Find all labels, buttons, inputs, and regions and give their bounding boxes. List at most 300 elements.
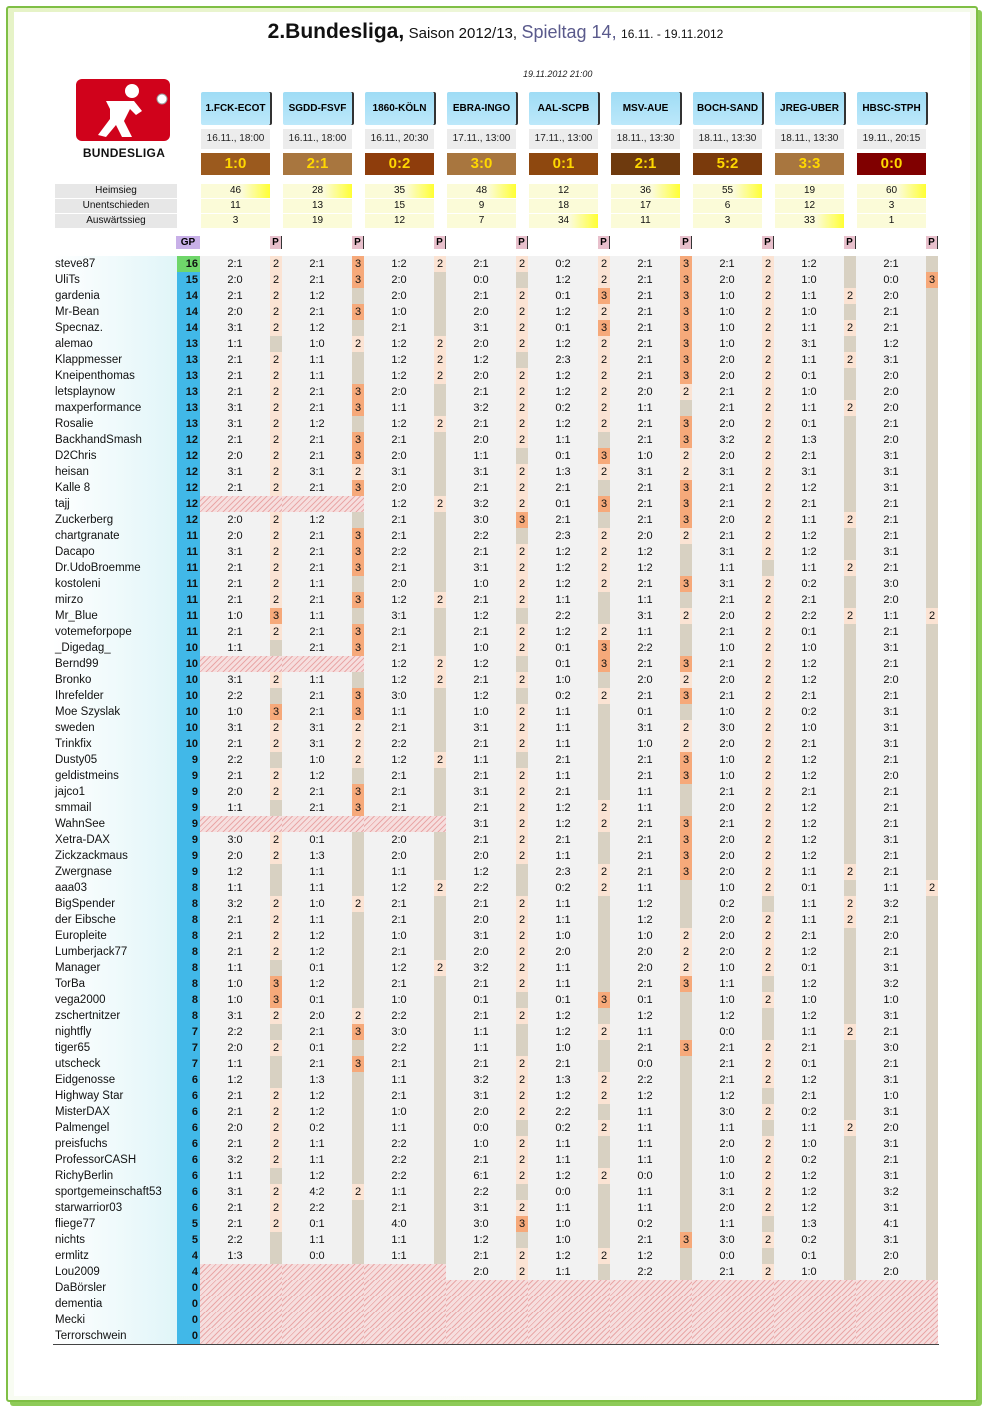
match-team-header[interactable]: AAL-SCPB — [529, 92, 598, 125]
tip-points-cell — [926, 1072, 938, 1088]
tip-cell: 3:1 — [856, 1168, 926, 1184]
player-name[interactable]: smmail — [53, 800, 177, 816]
player-name[interactable]: sweden — [53, 720, 177, 736]
tip-points-cell: 2 — [270, 288, 282, 304]
tip-cell: 3:1 — [856, 1136, 926, 1152]
points-column-header[interactable]: P — [926, 236, 937, 249]
table-row — [53, 1040, 939, 1056]
tip-points-cell: 2 — [762, 400, 774, 416]
tip-points-cell — [926, 704, 938, 720]
tip-cell: 2:0 — [200, 304, 270, 320]
tip-points-cell: 2 — [270, 832, 282, 848]
tip-cell: 0:1 — [610, 992, 680, 1008]
tip-cell: 0:1 — [528, 992, 598, 1008]
tip-cell: 1:2 — [774, 752, 844, 768]
tip-points-cell: 2 — [270, 512, 282, 528]
quote-ausw: 12 — [365, 214, 434, 228]
tip-cell: 2:0 — [692, 608, 762, 624]
tip-cell: 6:1 — [446, 1168, 516, 1184]
player-name[interactable]: Eidgenosse — [53, 1072, 177, 1088]
tip-points-cell — [434, 1088, 446, 1104]
match-team-header[interactable]: 1860-KÖLN — [365, 92, 434, 125]
player-points: 8 — [177, 1008, 200, 1024]
tip-points-cell: 2 — [762, 640, 774, 656]
match-team-header[interactable]: SGDD-FSVF — [283, 92, 352, 125]
tip-points-cell — [844, 416, 856, 432]
points-column-header[interactable]: P — [762, 236, 773, 249]
tip-points-cell: 2 — [516, 784, 528, 800]
player-name[interactable]: Dacapo — [53, 544, 177, 560]
points-column-header[interactable]: P — [270, 236, 281, 249]
tip-cell: 1:0 — [856, 992, 926, 1008]
no-tip-cell — [774, 1296, 856, 1312]
tip-points-cell — [434, 800, 446, 816]
tip-cell: 1:1 — [610, 1104, 680, 1120]
quote-ausw: 19 — [283, 214, 352, 228]
tip-points-cell: 2 — [270, 400, 282, 416]
tip-cell: 1:2 — [774, 848, 844, 864]
points-column-header[interactable]: P — [680, 236, 691, 249]
tip-points-cell: 2 — [434, 960, 446, 976]
player-name[interactable]: Rosalie — [53, 416, 177, 432]
tip-points-cell — [352, 912, 364, 928]
tip-points-cell — [352, 864, 364, 880]
player-points: 13 — [177, 384, 200, 400]
tip-cell: 1:1 — [610, 624, 680, 640]
tip-points-cell: 2 — [598, 368, 610, 384]
tip-points-cell — [680, 1088, 692, 1104]
no-tip-cell — [446, 1328, 528, 1344]
player-name[interactable]: Dusty05 — [53, 752, 177, 768]
player-name[interactable]: kostoleni — [53, 576, 177, 592]
player-name[interactable]: tajj — [53, 496, 177, 512]
match-team-header[interactable]: JREG-UBER — [775, 92, 844, 125]
player-name[interactable]: jajco1 — [53, 784, 177, 800]
table-row — [53, 944, 939, 960]
tip-cell: 2:0 — [200, 1040, 270, 1056]
tip-cell: 1:2 — [774, 1200, 844, 1216]
no-tip-cell — [856, 1312, 938, 1328]
table-row — [53, 1072, 939, 1088]
player-points: 8 — [177, 960, 200, 976]
player-name[interactable]: Lumberjack77 — [53, 944, 177, 960]
tip-points-cell: 2 — [762, 304, 774, 320]
tip-points-cell — [352, 1168, 364, 1184]
tip-cell: 1:0 — [610, 448, 680, 464]
tip-cell: 0:2 — [774, 1104, 844, 1120]
player-name[interactable]: fliege77 — [53, 1216, 177, 1232]
tip-points-cell: 2 — [352, 1184, 364, 1200]
tip-cell: 2:1 — [364, 896, 434, 912]
player-name[interactable]: preisfuchs — [53, 1136, 177, 1152]
player-name[interactable]: Zuckerberg — [53, 512, 177, 528]
tip-cell: 1:2 — [528, 560, 598, 576]
tip-cell: 0:2 — [528, 400, 598, 416]
player-name[interactable]: Palmengel — [53, 1120, 177, 1136]
match-datetime: 17.11., 13:00 — [447, 129, 516, 149]
tip-points-cell — [352, 288, 364, 304]
tip-points-cell: 2 — [516, 304, 528, 320]
player-points: 0 — [177, 1312, 200, 1328]
player-name[interactable]: Kalle 8 — [53, 480, 177, 496]
tip-points-cell: 3 — [598, 320, 610, 336]
tip-cell: 2:1 — [610, 304, 680, 320]
tip-points-cell: 3 — [270, 976, 282, 992]
tip-points-cell — [926, 304, 938, 320]
player-name[interactable]: heisan — [53, 464, 177, 480]
tip-points-cell: 2 — [270, 1200, 282, 1216]
player-name[interactable]: Lou2009 — [53, 1264, 177, 1280]
tip-points-cell: 2 — [680, 464, 692, 480]
player-name[interactable]: Trinkfix — [53, 736, 177, 752]
no-tip-cell — [200, 1312, 282, 1328]
tip-cell: 1:0 — [200, 976, 270, 992]
tip-cell: 3:2 — [446, 496, 516, 512]
tip-points-cell: 3 — [680, 432, 692, 448]
tip-cell: 2:1 — [446, 592, 516, 608]
tip-points-cell — [844, 880, 856, 896]
tip-cell: 2:0 — [692, 672, 762, 688]
player-name[interactable]: Specnaz. — [53, 320, 177, 336]
player-name[interactable]: Manager — [53, 960, 177, 976]
tip-points-cell — [844, 736, 856, 752]
player-points: 11 — [177, 528, 200, 544]
player-name[interactable]: gardenia — [53, 288, 177, 304]
player-points: 10 — [177, 640, 200, 656]
tip-points-cell: 3 — [680, 576, 692, 592]
tip-cell: 3:2 — [446, 960, 516, 976]
tip-points-cell — [926, 624, 938, 640]
tip-cell: 1:0 — [528, 928, 598, 944]
player-name[interactable]: nichts — [53, 1232, 177, 1248]
tip-points-cell — [680, 1216, 692, 1232]
player-name[interactable]: aaa03 — [53, 880, 177, 896]
tip-points-cell — [516, 448, 528, 464]
player-name[interactable]: utscheck — [53, 1056, 177, 1072]
tip-cell: 1:2 — [282, 320, 352, 336]
player-name[interactable]: geldistmeins — [53, 768, 177, 784]
player-name[interactable]: RichyBerlin — [53, 1168, 177, 1184]
player-name[interactable]: Klappmesser — [53, 352, 177, 368]
tip-points-cell: 2 — [762, 800, 774, 816]
tip-points-cell: 2 — [352, 752, 364, 768]
match-team-header[interactable]: BOCH-SAND — [693, 92, 762, 125]
player-name[interactable]: starwarrior03 — [53, 1200, 177, 1216]
player-name[interactable]: Moe Szyslak — [53, 704, 177, 720]
tip-cell: 2:1 — [692, 400, 762, 416]
tip-points-cell: 3 — [680, 304, 692, 320]
tip-points-cell — [598, 1152, 610, 1168]
tip-points-cell: 3 — [680, 864, 692, 880]
player-name[interactable]: ermlitz — [53, 1248, 177, 1264]
tip-cell: 1:1 — [610, 800, 680, 816]
tip-cell: 1:2 — [446, 608, 516, 624]
match-team-header[interactable]: HBSC-STPH — [857, 92, 926, 125]
tip-cell: 2:1 — [200, 384, 270, 400]
player-name[interactable]: Bernd99 — [53, 656, 177, 672]
player-points: 8 — [177, 992, 200, 1008]
points-column-header[interactable]: P — [598, 236, 609, 249]
points-column-header[interactable]: P — [352, 236, 363, 249]
tip-cell: 1:1 — [446, 448, 516, 464]
tip-points-cell — [844, 1008, 856, 1024]
tip-cell: 3:1 — [446, 560, 516, 576]
no-tip-cell — [282, 1328, 364, 1344]
player-points: 13 — [177, 352, 200, 368]
tip-cell: 3:2 — [200, 1152, 270, 1168]
tip-points-cell — [516, 992, 528, 1008]
tip-cell: 2:1 — [856, 256, 926, 272]
points-column-header[interactable]: P — [516, 236, 527, 249]
player-points: 10 — [177, 720, 200, 736]
points-column-header[interactable]: P — [434, 236, 445, 249]
tip-cell: 1:1 — [364, 1248, 434, 1264]
player-points: 11 — [177, 624, 200, 640]
tip-points-cell: 2 — [516, 896, 528, 912]
tip-points-cell: 2 — [762, 720, 774, 736]
player-name[interactable]: alemao — [53, 336, 177, 352]
auswaertssieg-label: Auswärtssieg — [55, 214, 177, 228]
tip-points-cell — [598, 1136, 610, 1152]
match-result: 3:0 — [447, 153, 516, 175]
tip-cell: 2:1 — [282, 480, 352, 496]
player-name[interactable]: BackhandSmash — [53, 432, 177, 448]
player-name[interactable]: der Eibsche — [53, 912, 177, 928]
table-row — [53, 816, 939, 832]
player-points: 14 — [177, 288, 200, 304]
player-name[interactable]: steve87 — [53, 256, 177, 272]
tip-points-cell: 2 — [270, 1104, 282, 1120]
tip-points-cell: 2 — [270, 368, 282, 384]
tip-cell: 1:2 — [446, 656, 516, 672]
match-team-header[interactable]: 1.FCK-ECOT — [201, 92, 270, 125]
tip-cell: 1:0 — [692, 1152, 762, 1168]
tip-points-cell: 2 — [270, 1088, 282, 1104]
tip-points-cell — [434, 384, 446, 400]
tip-points-cell: 2 — [598, 544, 610, 560]
tip-points-cell: 2 — [762, 624, 774, 640]
player-name[interactable]: BigSpender — [53, 896, 177, 912]
player-name[interactable]: tiger65 — [53, 1040, 177, 1056]
tip-points-cell: 2 — [762, 960, 774, 976]
tip-points-cell — [598, 1232, 610, 1248]
tip-cell: 1:2 — [774, 480, 844, 496]
tip-cell: 2:1 — [282, 384, 352, 400]
tip-points-cell — [434, 304, 446, 320]
tip-points-cell — [352, 368, 364, 384]
player-name[interactable]: zschertnitzer — [53, 1008, 177, 1024]
player-name[interactable]: letsplaynow — [53, 384, 177, 400]
no-tip-cell — [774, 1280, 856, 1296]
tip-points-cell: 2 — [762, 592, 774, 608]
tip-points-cell: 2 — [516, 1056, 528, 1072]
tip-cell: 3:2 — [200, 896, 270, 912]
tip-cell: 1:1 — [528, 1152, 598, 1168]
tip-cell: 3:0 — [692, 1104, 762, 1120]
player-name[interactable]: Mecki — [53, 1312, 177, 1328]
tip-points-cell — [926, 720, 938, 736]
tip-cell: 2:0 — [856, 768, 926, 784]
player-points: 4 — [177, 1248, 200, 1264]
tip-cell: 0:1 — [282, 1216, 352, 1232]
player-name[interactable]: Xetra-DAX — [53, 832, 177, 848]
tip-points-cell: 2 — [762, 288, 774, 304]
table-row — [53, 1280, 939, 1296]
table-row — [53, 1056, 939, 1072]
tip-points-cell: 2 — [270, 896, 282, 912]
player-name[interactable]: Europleite — [53, 928, 177, 944]
quote-heim: 19 — [775, 184, 844, 198]
tip-cell: 2:0 — [200, 448, 270, 464]
player-points: 6 — [177, 1184, 200, 1200]
tip-points-cell: 2 — [516, 800, 528, 816]
match-team-header[interactable]: EBRA-INGO — [447, 92, 516, 125]
player-name[interactable]: Terrorschwein — [53, 1328, 177, 1344]
player-name[interactable]: Ihrefelder — [53, 688, 177, 704]
tip-points-cell: 2 — [844, 352, 856, 368]
tip-points-cell: 2 — [762, 576, 774, 592]
tip-cell: 3:1 — [446, 1200, 516, 1216]
tip-cell: 1:1 — [364, 1072, 434, 1088]
table-row — [53, 576, 939, 592]
tip-points-cell — [680, 592, 692, 608]
tip-points-cell: 2 — [516, 832, 528, 848]
no-tip-cell — [446, 1312, 528, 1328]
player-name[interactable]: chartgranate — [53, 528, 177, 544]
tip-points-cell — [844, 1040, 856, 1056]
player-name[interactable]: D2Chris — [53, 448, 177, 464]
player-name[interactable]: MisterDAX — [53, 1104, 177, 1120]
player-name[interactable]: maxperformance — [53, 400, 177, 416]
player-name[interactable]: UliTs — [53, 272, 177, 288]
player-points: 8 — [177, 944, 200, 960]
player-name[interactable]: Dr.UdoBroemme — [53, 560, 177, 576]
tip-cell: 3:1 — [692, 544, 762, 560]
tip-cell: 0:0 — [446, 272, 516, 288]
player-name[interactable]: WahnSee — [53, 816, 177, 832]
tip-points-cell — [598, 592, 610, 608]
tip-cell: 1:0 — [692, 880, 762, 896]
tip-points-cell — [516, 1040, 528, 1056]
tip-cell: 4:1 — [856, 1216, 926, 1232]
player-name[interactable]: nightfly — [53, 1024, 177, 1040]
tip-points-cell — [680, 896, 692, 912]
tip-points-cell — [844, 368, 856, 384]
tip-cell: 1:2 — [528, 1088, 598, 1104]
player-name[interactable]: Mr_Blue — [53, 608, 177, 624]
player-points: 6 — [177, 1152, 200, 1168]
player-name[interactable]: Kneipenthomas — [53, 368, 177, 384]
tip-cell: 3:1 — [282, 464, 352, 480]
tip-points-cell — [844, 272, 856, 288]
tip-points-cell: 3 — [926, 272, 938, 288]
match-result: 2:1 — [283, 153, 352, 175]
player-name[interactable]: _Digedag_ — [53, 640, 177, 656]
tip-points-cell: 2 — [270, 416, 282, 432]
tip-points-cell: 2 — [434, 496, 446, 512]
player-name[interactable]: Zwergnase — [53, 864, 177, 880]
gp-column-header[interactable]: GP — [176, 236, 200, 249]
player-name[interactable]: votemeforpope — [53, 624, 177, 640]
tip-cell: 3:0 — [364, 688, 434, 704]
tip-points-cell — [352, 928, 364, 944]
heimsieg-label: Heimsieg — [55, 184, 177, 198]
table-row — [53, 880, 939, 896]
player-points: 8 — [177, 928, 200, 944]
player-name[interactable]: dementia — [53, 1296, 177, 1312]
tip-cell: 2:1 — [856, 944, 926, 960]
tip-cell: 2:1 — [692, 496, 762, 512]
player-name[interactable]: Highway Star — [53, 1088, 177, 1104]
tip-points-cell: 3 — [680, 816, 692, 832]
tip-points-cell — [926, 816, 938, 832]
table-row — [53, 432, 939, 448]
tip-cell: 2:1 — [364, 976, 434, 992]
tip-points-cell: 2 — [516, 768, 528, 784]
tip-cell: 2:2 — [528, 608, 598, 624]
player-name[interactable]: ProfessorCASH — [53, 1152, 177, 1168]
tip-cell: 3:0 — [856, 1040, 926, 1056]
tip-points-cell: 2 — [270, 560, 282, 576]
tip-points-cell — [680, 880, 692, 896]
player-name[interactable]: mirzo — [53, 592, 177, 608]
player-name[interactable]: Mr-Bean — [53, 304, 177, 320]
tip-cell: 2:1 — [610, 288, 680, 304]
player-name[interactable]: Bronko — [53, 672, 177, 688]
tip-cell: 1:0 — [528, 672, 598, 688]
player-name[interactable]: TorBa — [53, 976, 177, 992]
tip-cell: 1:2 — [774, 1072, 844, 1088]
tip-points-cell — [926, 512, 938, 528]
tip-cell: 2:1 — [282, 304, 352, 320]
player-points: 0 — [177, 1328, 200, 1344]
player-name[interactable]: DaBörsler — [53, 1280, 177, 1296]
tip-cell: 1:1 — [610, 1152, 680, 1168]
table-row — [53, 1248, 939, 1264]
tip-cell: 1:2 — [774, 1168, 844, 1184]
no-tip-cell — [610, 1296, 692, 1312]
quote-unent: 11 — [201, 199, 270, 213]
tip-points-cell: 2 — [598, 1168, 610, 1184]
tip-points-cell: 2 — [844, 512, 856, 528]
player-name[interactable]: Zickzackmaus — [53, 848, 177, 864]
tip-cell: 1:2 — [446, 1232, 516, 1248]
tip-points-cell: 2 — [270, 944, 282, 960]
tip-points-cell — [680, 1056, 692, 1072]
tip-cell: 2:0 — [610, 944, 680, 960]
tip-cell: 2:1 — [692, 784, 762, 800]
tip-cell: 2:1 — [856, 752, 926, 768]
points-column-header[interactable]: P — [844, 236, 855, 249]
tip-cell: 1:1 — [774, 320, 844, 336]
tip-points-cell — [926, 432, 938, 448]
no-tip-cell — [200, 656, 282, 672]
tip-points-cell: 2 — [680, 608, 692, 624]
tip-cell: 2:1 — [364, 624, 434, 640]
tip-cell: 3:1 — [200, 720, 270, 736]
player-name[interactable]: vega2000 — [53, 992, 177, 1008]
player-name[interactable]: sportgemeinschaft53 — [53, 1184, 177, 1200]
tip-cell: 1:3 — [528, 1072, 598, 1088]
tip-cell: 1:1 — [528, 1136, 598, 1152]
tip-cell: 1:1 — [200, 1168, 270, 1184]
tip-points-cell: 2 — [598, 1120, 610, 1136]
tip-points-cell — [270, 960, 282, 976]
tip-points-cell — [762, 1248, 774, 1264]
tip-cell: 2:1 — [282, 432, 352, 448]
tip-points-cell: 2 — [762, 816, 774, 832]
match-team-header[interactable]: MSV-AUE — [611, 92, 680, 125]
